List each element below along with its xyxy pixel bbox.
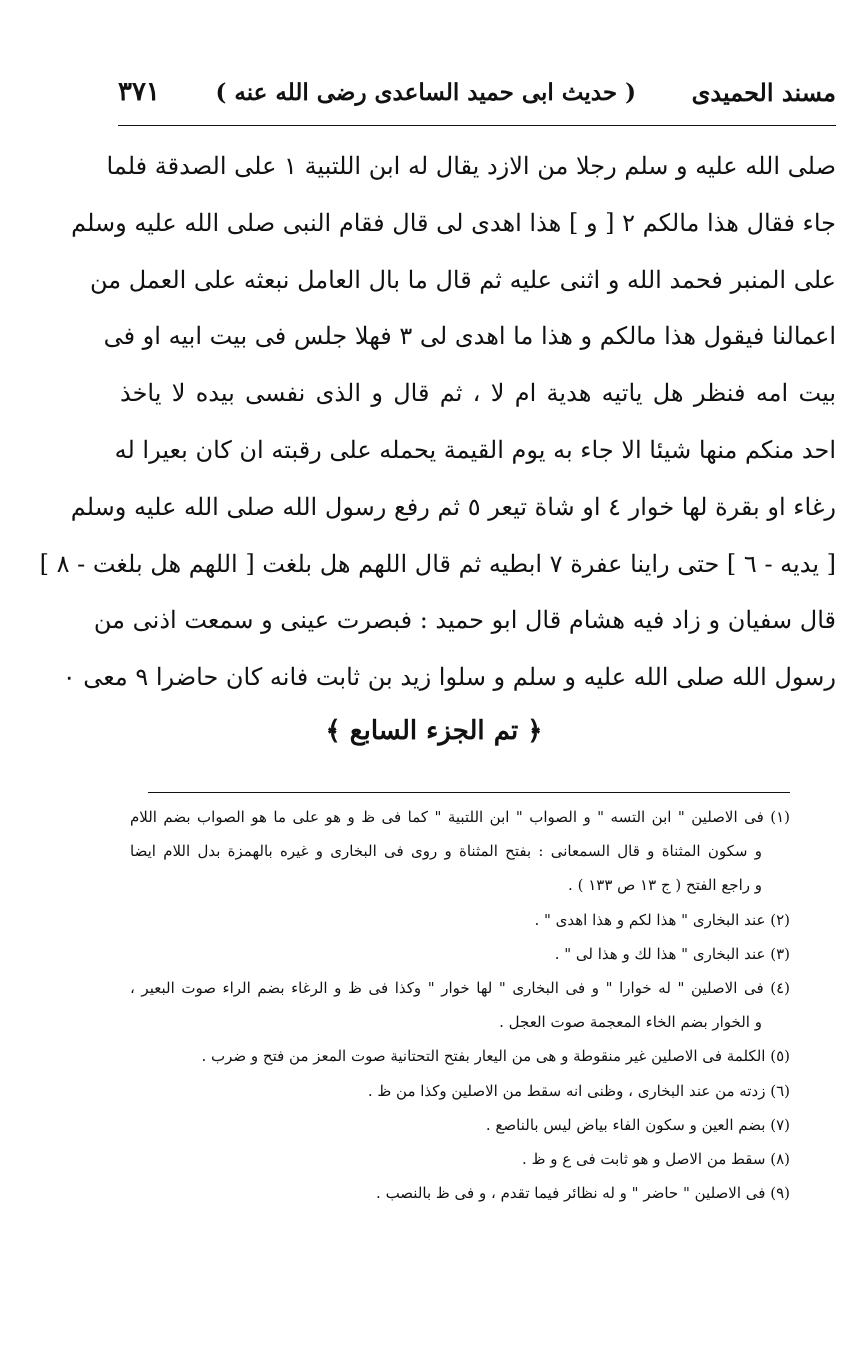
text-line: اعمالنا فيقول هذا مالكم و هذا ما اهدى لى ٣ فهلا جلس فى بيت ابيه او فى [103, 322, 836, 351]
footnote-line: (٣) عند البخارى " هذا لك و هذا لى " . [554, 944, 790, 963]
footnote-line: و الخوار بضم الخاء المعجمة صوت العجل . [499, 1013, 762, 1032]
text-line: على المنبر فحمد الله و اثنى عليه ثم قال ما بال العامل نبعثه على العمل من [89, 265, 836, 294]
chapter-title: ( حديث ابى حميد الساعدى رضى الله عنه ) [215, 78, 636, 106]
footnote-line: (٦) زدته من عند البخارى ، وظنى انه سقط من الاصلين وكذا من ظ . [367, 1081, 790, 1100]
text-line: [ يديه - ٦ ] حتى راينا عفرة ٧ ابطيه ثم قال اللهم هل بلغت [ اللهم هل بلغت - ٨ ] [39, 549, 836, 578]
main-text [39, 138, 836, 706]
footnotes [130, 800, 790, 1210]
text-line: بيت امه فنظر هل ياتيه هدية ام لا ، ثم قال و الذى نفسى بيده لا ياخذ [120, 379, 836, 408]
footnote-line: و سكون المثناة و قال السمعانى : بفتح المثناة و روى فى البخارى و غيره بالهمزة بدل اللام ايضا [130, 842, 762, 861]
header-rule [118, 125, 836, 126]
text-line: صلى الله عليه و سلم رجلا من الازد يقال له ابن اللتبية ١ على الصدقة فلما [106, 152, 836, 180]
page-number: ٣٧١ [118, 77, 160, 107]
text-line: احد منكم منها شيئا الا جاء به يوم القيمة يحمله على رقبته ان كان بعيرا له [114, 435, 836, 464]
text-line: رسول الله صلى الله عليه و سلم و سلوا زيد بن ثابت فانه كان حاضرا ٩ معى ٠ [62, 663, 836, 692]
footnote-line: (١) فى الاصلين " ابن التسه " و الصواب " ابن اللتبية " كما فى ظ و هو على ما هو الصواب بضم اللام [130, 808, 790, 826]
part-end-title: ﴿ تم الجزء السابع ﴾ [325, 716, 543, 746]
text-line: قال سفيان و زاد فيه هشام قال ابو حميد : فبصرت عينى و سمعت اذنى من [93, 606, 836, 635]
running-header [118, 70, 836, 114]
footnote-line: (٤) فى الاصلين " له خوارا " و فى البخارى " لها خوار " وكذا فى ظ و الرغاء بضم الراء صوت البعير ، [130, 978, 790, 997]
text-line: رغاء او بقرة لها خوار ٤ او شاة تيعر ٥ ثم رفع رسول الله صلى الله عليه وسلم [70, 492, 836, 521]
footnote-line: (٩) فى الاصلين " حاضر " و له نظائر فيما تقدم ، و فى ظ بالنصب . [376, 1184, 790, 1203]
text-line: جاء فقال هذا مالكم ٢ [ و ] هذا اهدى لى قال فقام النبى صلى الله عليه وسلم [71, 208, 836, 237]
footnote-line: (٢) عند البخارى " هذا لكم و هذا اهدى " . [534, 910, 790, 929]
footnote-line: (٧) بضم العين و سكون الفاء بياض ليس بالناصع . [485, 1115, 790, 1134]
footnote-line: (٨) سقط من الاصل و هو ثابت فى ع و ظ . [522, 1149, 790, 1168]
footnote-line: (٥) الكلمة فى الاصلين غير منقوطة و هى من اليعار بفتح التحتانية صوت المعز من فتح و ضرب . [201, 1047, 790, 1066]
footnote-rule [148, 792, 790, 793]
book-title: مسند الحميدى [691, 77, 836, 107]
footnote-line: و راجع الفتح ( ج ١٣ ص ١٣٣ ) . [568, 876, 762, 895]
